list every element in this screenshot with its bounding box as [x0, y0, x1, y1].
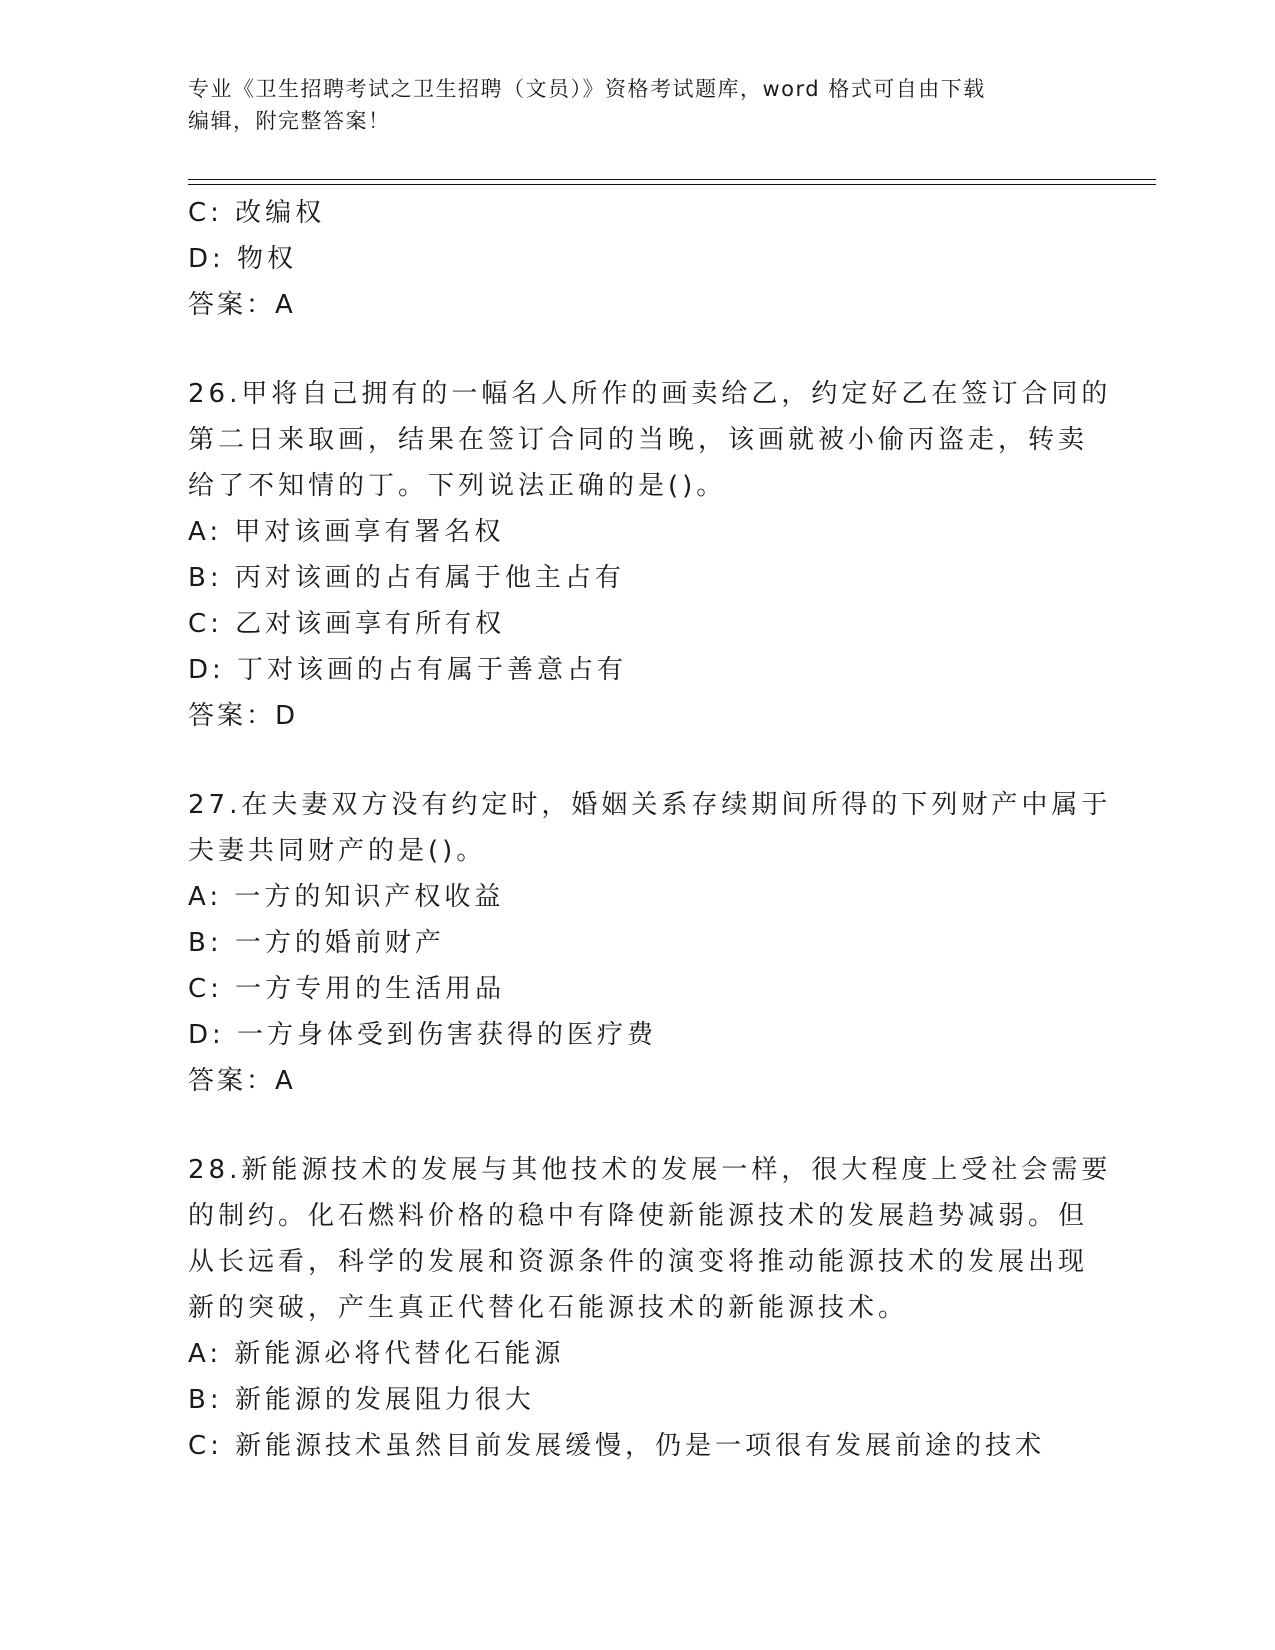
question-26 [188, 371, 1112, 739]
option-c: C: 改编权 [188, 198, 326, 228]
option-a: A: 甲对该画享有署名权 [188, 517, 505, 547]
header-line-1: 专业《卫生招聘考试之卫生招聘（文员）》资格考试题库，word 格式可自由下载 [188, 77, 986, 101]
spacer [188, 328, 1088, 371]
question-27 [188, 782, 1112, 1104]
answer-line: 答案：A [188, 1066, 296, 1096]
option-d: D: 一方身体受到伤害获得的医疗费 [188, 1020, 658, 1050]
option-d: D: 物权 [188, 244, 298, 274]
question-text-line: 新的突破，产生真正代替化石能源技术的新能源技术。 [188, 1293, 909, 1323]
spacer [188, 739, 1088, 782]
header-divider-bottom [188, 184, 1156, 185]
question-text-line: 第二日来取画，结果在签订合同的当晚，该画就被小偷丙盗走，转卖 [188, 425, 1089, 455]
option-d: D: 丁对该画的占有属于善意占有 [188, 655, 628, 685]
answer-line: 答案：A [188, 290, 296, 320]
option-a: A: 一方的知识产权收益 [188, 882, 505, 912]
question-content [188, 190, 1112, 1469]
question-text-line: 从长远看，科学的发展和资源条件的演变将推动能源技术的发展出现 [188, 1247, 1089, 1277]
option-c: C: 一方专用的生活用品 [188, 974, 506, 1004]
option-c: C: 乙对该画享有所有权 [188, 609, 506, 639]
header-divider-top [188, 179, 1156, 180]
spacer [188, 1104, 1088, 1147]
answer-line: 答案：D [188, 701, 299, 731]
option-b: B: 一方的婚前财产 [188, 928, 445, 958]
option-b: B: 新能源的发展阻力很大 [188, 1385, 535, 1415]
previous-question-tail [188, 190, 1088, 328]
option-a: A: 新能源必将代替化石能源 [188, 1339, 565, 1369]
page-header [188, 73, 1068, 137]
question-text-line: 28.新能源技术的发展与其他技术的发展一样，很大程度上受社会需要 [188, 1155, 1112, 1185]
question-text-line: 26.甲将自己拥有的一幅名人所作的画卖给乙，约定好乙在签订合同的 [188, 379, 1112, 409]
question-28 [188, 1147, 1112, 1469]
option-c: C: 新能源技术虽然目前发展缓慢，仍是一项很有发展前途的技术 [188, 1431, 1046, 1461]
option-b: B: 丙对该画的占有属于他主占有 [188, 563, 625, 593]
question-text-line: 的制约。化石燃料价格的稳中有降使新能源技术的发展趋势减弱。但 [188, 1201, 1089, 1231]
question-text-line: 27.在夫妻双方没有约定时，婚姻关系存续期间所得的下列财产中属于 [188, 790, 1112, 820]
header-line-2: 编辑，附完整答案！ [188, 109, 391, 133]
question-text-line: 夫妻共同财产的是()。 [188, 836, 487, 866]
question-text-line: 给了不知情的丁。下列说法正确的是()。 [188, 471, 727, 501]
